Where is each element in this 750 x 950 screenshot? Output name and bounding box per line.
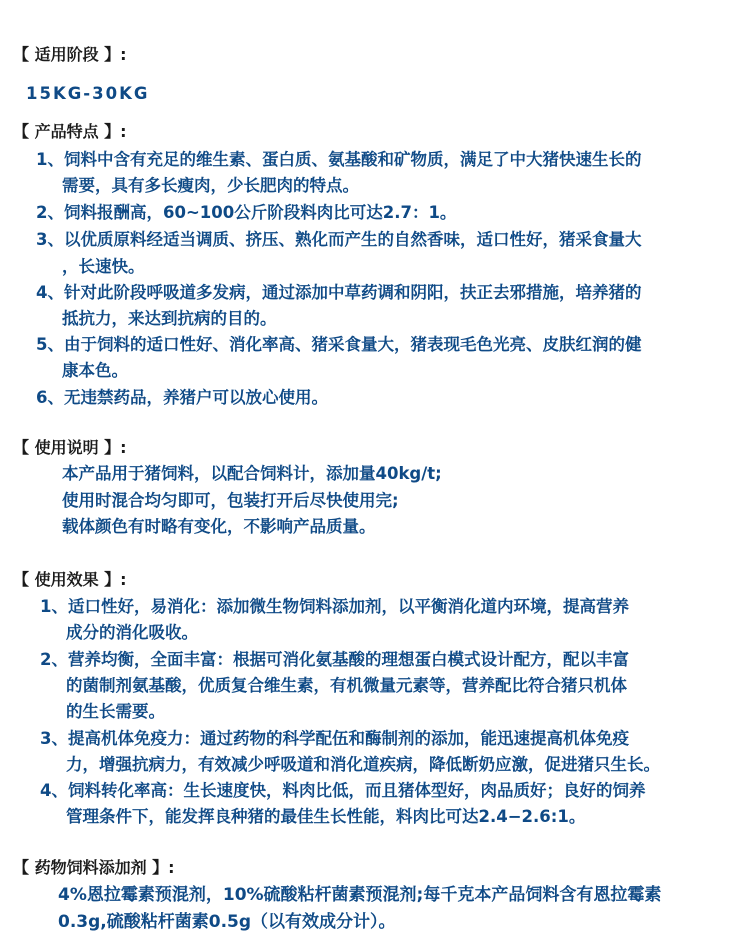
effects-heading: 【 使用效果 】: <box>13 570 127 589</box>
effect-line: 管理条件下，能发挥良种猪的最佳生长性能，料肉比可达2.4−2.6:1。 <box>66 807 586 826</box>
usage-line: 使用时混合均匀即可，包装打开后尽快使用完; <box>62 491 399 510</box>
feature-line: 1、饲料中含有充足的维生素、蛋白质、氨基酸和矿物质，满足了中大猪快速生长的 <box>36 150 642 169</box>
feature-line: ，长速快。 <box>62 257 145 276</box>
effect-line: 1、适口性好，易消化：添加微生物饲料添加剂，以平衡消化道内环境，提高营养 <box>40 597 629 616</box>
additive-line: 0.3g,硫酸粘杆菌素0.5g（以有效成分计）。 <box>58 912 396 932</box>
feature-line: 5、由于饲料的适口性好、消化率高、猪采食量大，猪表现毛色光亮、皮肤红润的健 <box>36 335 642 354</box>
feature-line: 2、饲料报酬高，60~100公斤阶段料肉比可达2.7：1。 <box>36 203 457 222</box>
effect-line: 4、饲料转化率高：生长速度快，料肉比低，而且猪体型好，肉品质好；良好的饲养 <box>40 781 646 800</box>
feature-line: 需要，具有多长瘦肉，少长肥肉的特点。 <box>62 176 359 195</box>
usage-line: 本产品用于猪饲料，以配合饲料计，添加量40kg/t; <box>62 464 442 483</box>
feature-line: 4、针对此阶段呼吸道多发病，通过添加中草药调和阴阳，扶正去邪措施，培养猪的 <box>36 283 642 302</box>
feature-line: 6、无违禁药品，养猪户可以放心使用。 <box>36 388 328 407</box>
feature-line: 抵抗力，来达到抗病的目的。 <box>62 309 277 328</box>
effect-line: 2、营养均衡，全面丰富：根据可消化氨基酸的理想蛋白模式设计配方，配以丰富 <box>40 650 629 669</box>
effect-line: 3、提高机体免疫力：通过药物的科学配伍和酶制剂的添加，能迅速提高机体免疫 <box>40 729 629 748</box>
usage-line: 载体颜色有时略有变化，不影响产品质量。 <box>62 517 376 536</box>
effect-line: 成分的消化吸收。 <box>66 623 198 642</box>
features-heading: 【 产品特点 】: <box>13 122 127 141</box>
effect-line: 力，增强抗病力，有效减少呼吸道和消化道疾病，降低断奶应激，促进猪只生长。 <box>66 755 660 774</box>
feature-line: 3、以优质原料经适当调质、挤压、熟化而产生的自然香味，适口性好，猪采食量大 <box>36 230 642 249</box>
feature-line: 康本色。 <box>62 361 128 380</box>
effect-line: 的生长需要。 <box>66 702 165 721</box>
usage-heading: 【 使用说明 】: <box>13 438 127 457</box>
stage-value: 15KG-30KG <box>26 84 150 103</box>
additive-line: 4%恩拉霉素预混剂，10%硫酸粘杆菌素预混剂;每千克本产品饲料含有恩拉霉素 <box>58 885 662 905</box>
stage-heading: 【 适用阶段 】: <box>13 45 127 64</box>
effect-line: 的菌制剂氨基酸，优质复合维生素，有机微量元素等，营养配比符合猪只机体 <box>66 676 627 695</box>
additives-heading: 【 药物饲料添加剂 】: <box>13 858 175 877</box>
